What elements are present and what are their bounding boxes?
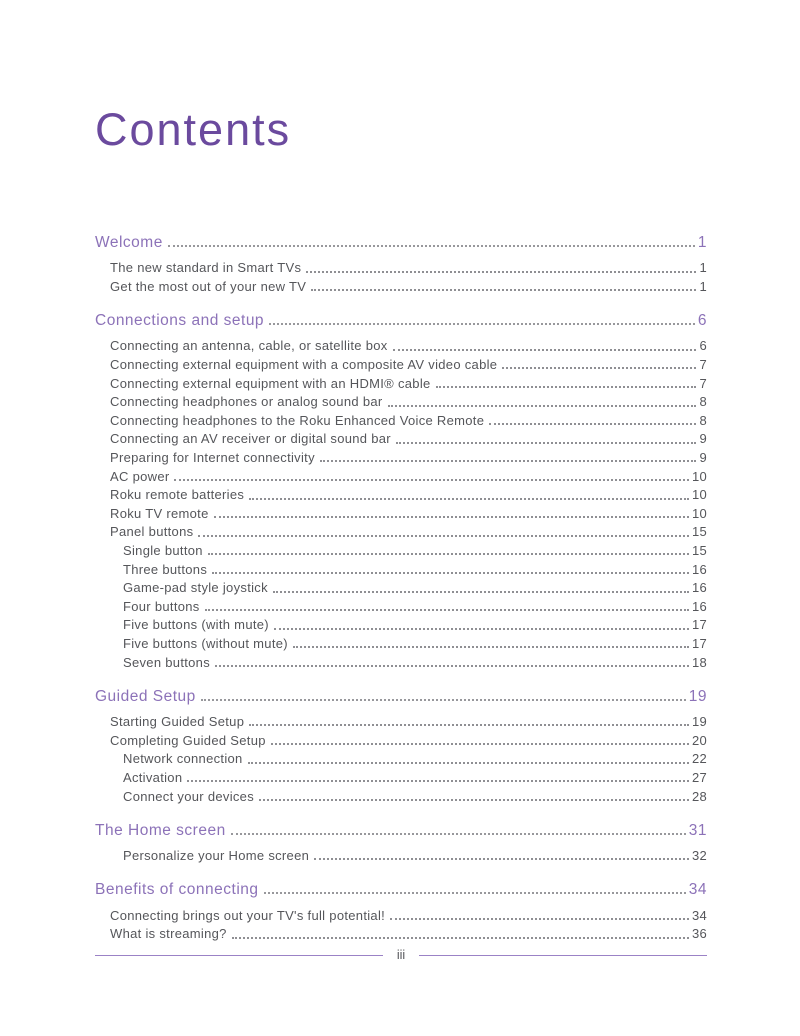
toc-entry-row[interactable]: [95, 729, 707, 748]
toc-entry-label: Connecting headphones or analog sound bar: [110, 394, 383, 410]
toc-entry-row[interactable]: [95, 503, 707, 522]
toc-page-number: 17: [691, 617, 707, 633]
footer-rule-left: [95, 955, 383, 956]
toc-entry-row[interactable]: [95, 465, 707, 484]
toc-page-number: 15: [691, 543, 707, 559]
toc-dot-leader: [198, 535, 689, 537]
toc-entry-row[interactable]: [95, 904, 707, 923]
toc-page-number: 16: [691, 580, 707, 596]
toc-dot-leader: [273, 591, 689, 593]
toc-page-number: 7: [699, 375, 707, 391]
toc-entry-label: Five buttons (without mute): [123, 635, 288, 651]
toc-heading-row[interactable]: [95, 817, 707, 839]
toc-entry-label: Benefits of connecting: [95, 881, 259, 899]
toc-entry-row[interactable]: [95, 767, 707, 786]
toc-entry-row[interactable]: [95, 335, 707, 354]
toc-dot-leader: [259, 799, 689, 801]
toc-entry-label: What is streaming?: [110, 926, 227, 942]
toc-entry-label: Get the most out of your new TV: [110, 278, 307, 294]
toc-entry-label: Seven buttons: [123, 654, 211, 670]
toc-entry-row[interactable]: [95, 428, 707, 447]
toc-page-number: 9: [699, 450, 707, 466]
toc-page-number: 19: [691, 714, 707, 730]
toc-page-number: 1: [697, 233, 707, 251]
toc-dot-leader: [320, 460, 697, 462]
toc-entry-label: Completing Guided Setup: [110, 732, 266, 748]
toc-heading-row[interactable]: [95, 307, 707, 329]
toc-dot-leader: [232, 937, 689, 939]
toc-entry-label: Four buttons: [123, 598, 200, 614]
toc-dot-leader: [274, 628, 689, 630]
toc-dot-leader: [215, 665, 689, 667]
toc-entry-row[interactable]: [95, 558, 707, 577]
toc-entry-row[interactable]: [95, 845, 707, 864]
toc-entry-row[interactable]: [95, 410, 707, 429]
toc-entry-label: Preparing for Internet connectivity: [110, 450, 315, 466]
toc-dot-leader: [271, 743, 689, 745]
toc-entry-label: Roku TV remote: [110, 505, 209, 521]
toc-page-number: 6: [699, 338, 707, 354]
toc-dot-leader: [174, 479, 688, 481]
toc-dot-leader: [249, 498, 689, 500]
footer-rule-right: [419, 955, 707, 956]
toc-entry-label: Welcome: [95, 233, 163, 251]
toc-page-number: 27: [691, 769, 707, 785]
toc-dot-leader: [264, 892, 686, 894]
toc-dot-leader: [231, 833, 686, 835]
toc-page-number: 15: [691, 524, 707, 540]
toc-entry-label: Single button: [123, 543, 203, 559]
toc-dot-leader: [208, 553, 689, 555]
toc-entry-row[interactable]: [95, 923, 707, 942]
toc-entry-label: Panel buttons: [110, 524, 194, 540]
toc-entry-row[interactable]: [95, 354, 707, 373]
toc-page-number: 8: [699, 394, 707, 410]
toc-dot-leader: [293, 646, 689, 648]
toc-dot-leader: [306, 271, 696, 273]
toc-dot-leader: [489, 423, 696, 425]
toc-entry-label: Activation: [123, 769, 183, 785]
toc-entry-label: Connect your devices: [123, 788, 255, 804]
toc-entry-label: Connecting external equipment with an HDMI® cable: [110, 375, 431, 391]
toc-dot-leader: [388, 405, 697, 407]
toc-entry-label: Personalize your Home screen: [123, 848, 310, 864]
toc-dot-leader: [201, 699, 686, 701]
toc-page-number: 16: [691, 561, 707, 577]
toc-page-number: 9: [699, 431, 707, 447]
toc-page-number: 10: [691, 505, 707, 521]
toc-entry-label: Roku remote batteries: [110, 487, 245, 503]
toc-entry-label: Connecting an AV receiver or digital sound bar: [110, 431, 391, 447]
toc-dot-leader: [205, 609, 689, 611]
toc-entry-label: Connecting headphones to the Roku Enhanced Voice Remote: [110, 412, 485, 428]
toc-entry-label: Guided Setup: [95, 687, 196, 705]
footer-page-number: iii: [396, 948, 406, 962]
toc-entry-label: Connecting brings out your TV's full potential!: [110, 907, 386, 923]
toc-entry-label: Game-pad style joystick: [123, 580, 268, 596]
toc-dot-leader: [248, 762, 689, 764]
toc-page-number: 34: [691, 907, 707, 923]
toc-list: [95, 229, 707, 942]
toc-entry-row[interactable]: [95, 748, 707, 767]
toc-page-number: 10: [691, 487, 707, 503]
toc-entry-label: Network connection: [123, 751, 243, 767]
toc-dot-leader: [168, 245, 695, 247]
toc-dot-leader: [436, 386, 697, 388]
toc-page-number: 6: [697, 312, 707, 330]
toc-entry-row[interactable]: [95, 447, 707, 466]
toc-dot-leader: [314, 858, 689, 860]
toc-entry-label: Starting Guided Setup: [110, 714, 245, 730]
toc-page-number: 1: [699, 260, 707, 276]
toc-entry-row[interactable]: [95, 614, 707, 633]
toc-page-number: 10: [691, 468, 707, 484]
toc-dot-leader: [502, 367, 696, 369]
toc-dot-leader: [269, 323, 695, 325]
toc-page-number: 19: [688, 687, 707, 705]
toc-dot-leader: [393, 349, 697, 351]
toc-entry-row[interactable]: [95, 711, 707, 730]
toc-dot-leader: [214, 516, 689, 518]
toc-page-number: 22: [691, 751, 707, 767]
toc-page-number: 32: [691, 848, 707, 864]
page-title: Contents: [95, 104, 292, 155]
toc-entry-row[interactable]: [95, 577, 707, 596]
toc-entry-row[interactable]: [95, 540, 707, 559]
toc-entry-row[interactable]: [95, 391, 707, 410]
toc-entry-row[interactable]: [95, 651, 707, 670]
toc-heading-row[interactable]: [95, 229, 707, 251]
toc-entry-label: The new standard in Smart TVs: [110, 260, 302, 276]
toc-page-number: 8: [699, 412, 707, 428]
toc-entry-label: Connecting external equipment with a composite AV video cable: [110, 357, 498, 373]
page-footer: [95, 949, 707, 962]
toc-entry-label: The Home screen: [95, 821, 226, 839]
toc-entry-row[interactable]: [95, 372, 707, 391]
toc-page-number: 20: [691, 732, 707, 748]
toc-page-number: 28: [691, 788, 707, 804]
toc-page-number: 36: [691, 926, 707, 942]
toc-dot-leader: [311, 289, 696, 291]
toc-page-number: 17: [691, 635, 707, 651]
toc-entry-label: Connecting an antenna, cable, or satellite box: [110, 338, 388, 354]
toc-entry-label: AC power: [110, 468, 170, 484]
toc-entry-row[interactable]: [95, 484, 707, 503]
toc-dot-leader: [396, 442, 697, 444]
toc-heading-row[interactable]: [95, 683, 707, 705]
toc-page-number: 34: [688, 881, 707, 899]
toc-entry-row[interactable]: [95, 257, 707, 276]
toc-entry-row[interactable]: [95, 276, 707, 295]
toc-dot-leader: [390, 918, 689, 920]
toc-entry-row[interactable]: [95, 785, 707, 804]
toc-entry-label: Five buttons (with mute): [123, 617, 269, 633]
toc-dot-leader: [187, 780, 689, 782]
toc-page-number: 31: [688, 821, 707, 839]
toc-dot-leader: [249, 724, 689, 726]
toc-page-number: 18: [691, 654, 707, 670]
toc-entry-row[interactable]: [95, 596, 707, 615]
toc-entry-row[interactable]: [95, 633, 707, 652]
toc-entry-label: Three buttons: [123, 561, 208, 577]
toc-entry-label: Connections and setup: [95, 312, 265, 330]
toc-page-number: 7: [699, 357, 707, 373]
toc-page-number: 1: [699, 278, 707, 294]
toc-heading-row[interactable]: [95, 876, 707, 898]
toc-entry-row[interactable]: [95, 521, 707, 540]
toc-dot-leader: [212, 572, 689, 574]
toc-page-number: 16: [691, 598, 707, 614]
